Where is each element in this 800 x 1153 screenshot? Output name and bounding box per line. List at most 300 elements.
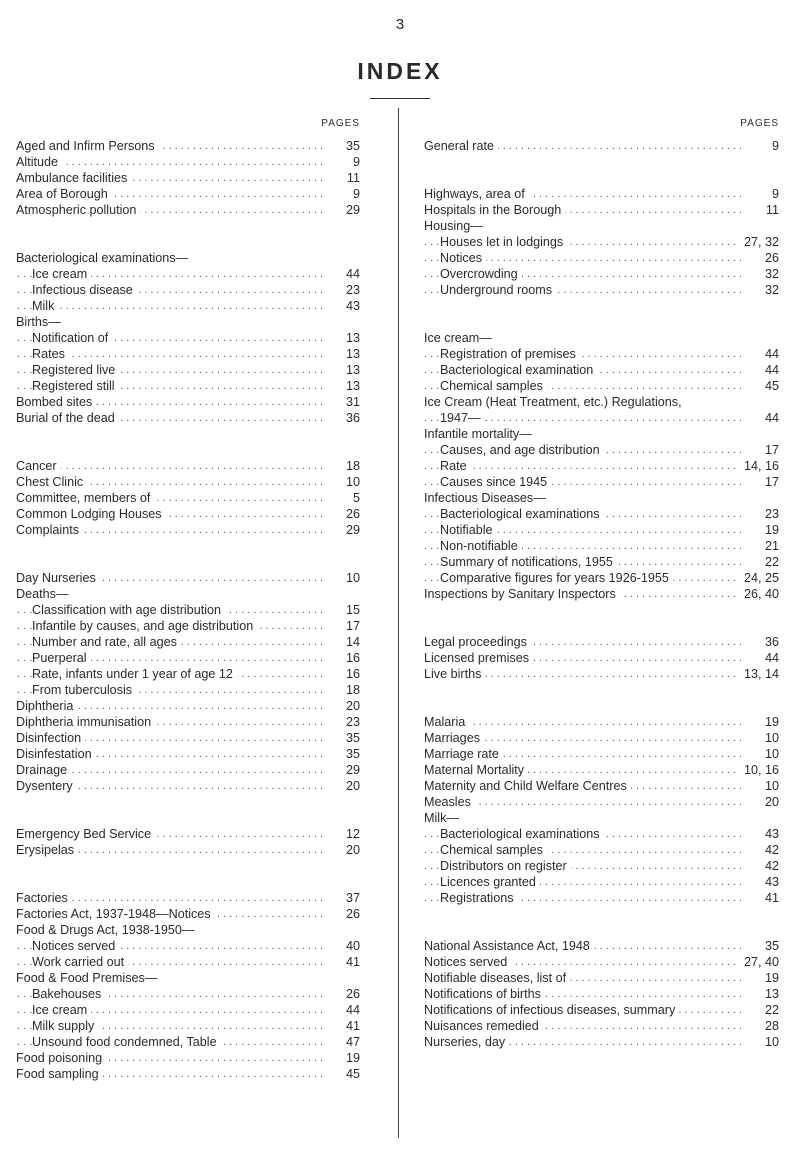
index-entry-pages: 9: [768, 138, 779, 154]
index-entry: [424, 570, 779, 586]
index-entry-pages: 18: [342, 682, 360, 698]
index-entry: [424, 970, 779, 986]
index-entry-label: Infantile by causes, and age distribution: [32, 619, 257, 633]
index-entry: [424, 1018, 779, 1034]
index-entry-label: Licensed premises: [424, 651, 533, 665]
index-entry-label: Registered live: [32, 363, 119, 377]
index-entry-label: Factories: [16, 891, 72, 905]
index-entry-label: Rate, infants under 1 year of age 12: [32, 667, 237, 681]
spacer: [424, 314, 779, 330]
index-entry: [424, 986, 779, 1002]
leader-dots: [16, 298, 326, 314]
index-entry: [16, 746, 360, 762]
index-entry-pages: 14: [342, 634, 360, 650]
index-entry: [424, 378, 779, 394]
index-entry-label: Food poisoning: [16, 1051, 106, 1065]
index-column-right: [424, 118, 779, 1050]
index-entry-pages: 19: [761, 970, 779, 986]
spacer: [16, 234, 360, 250]
index-entry: [424, 730, 779, 746]
index-entry-pages: 17: [342, 618, 360, 634]
index-entry: [16, 186, 360, 202]
index-entry: [424, 490, 779, 506]
index-entry-pages: 10: [342, 570, 360, 586]
index-entry-pages: 19: [342, 1050, 360, 1066]
index-entry: [424, 442, 779, 458]
index-entry-label: Notifications of births: [424, 987, 545, 1001]
index-entry-label: Notifiable: [440, 523, 497, 537]
index-entry-pages: 17: [761, 474, 779, 490]
index-entry-label: Maternal Mortality: [424, 763, 528, 777]
index-entry-label: Factories Act, 1937-1948—Notices: [16, 907, 215, 921]
index-entry-pages: 47: [342, 1034, 360, 1050]
index-entry: [424, 666, 779, 682]
index-entry-label: Disinfection: [16, 731, 85, 745]
index-entry-pages: 44: [761, 410, 779, 426]
spacer: [16, 858, 360, 874]
index-entry: [16, 1018, 360, 1034]
index-entry-pages: 45: [761, 378, 779, 394]
index-entry-pages: 22: [761, 1002, 779, 1018]
index-entry: [424, 874, 779, 890]
index-entry-pages: 44: [761, 346, 779, 362]
index-entry-label: General rate: [424, 139, 498, 153]
index-entry: [16, 410, 360, 426]
spacer: [16, 794, 360, 810]
index-entry-label: Infectious Diseases—: [424, 491, 550, 505]
index-entry-pages: 32: [761, 282, 779, 298]
index-entry-pages: 9: [349, 154, 360, 170]
index-entry: [424, 458, 779, 474]
index-entry-label: Bacteriological examinations: [440, 827, 604, 841]
index-entry-pages: 27, 32: [740, 234, 779, 250]
index-entry-label: Altitude: [16, 155, 62, 169]
index-entry: [424, 186, 779, 202]
index-entry-pages: 10: [761, 1034, 779, 1050]
spacer: [16, 810, 360, 826]
index-entry-label: Maternity and Child Welfare Centres: [424, 779, 631, 793]
index-entry: [424, 714, 779, 730]
index-entry-label: Ice Cream (Heat Treatment, etc.) Regulations,: [424, 395, 686, 409]
index-entry-label: Ice cream: [32, 267, 91, 281]
index-entry-pages: 41: [342, 954, 360, 970]
index-entry: [424, 1034, 779, 1050]
index-entry-pages: 20: [342, 698, 360, 714]
page-title: INDEX: [357, 58, 443, 84]
spacer: [16, 554, 360, 570]
index-entry-label: Puerperal: [32, 651, 91, 665]
index-entry-pages: 16: [342, 666, 360, 682]
column-divider: [398, 108, 399, 1138]
index-entry-pages: 44: [342, 266, 360, 282]
index-entry: [424, 362, 779, 378]
index-entry: [16, 138, 360, 154]
index-entry: [424, 826, 779, 842]
index-entry-label: Causes since 1945: [440, 475, 551, 489]
index-entry-pages: 15: [342, 602, 360, 618]
index-entry: [424, 1002, 779, 1018]
index-entry: [16, 618, 360, 634]
index-entry-label: Measles: [424, 795, 475, 809]
spacer: [424, 170, 779, 186]
index-entry-label: Housing—: [424, 219, 487, 233]
spacer: [424, 698, 779, 714]
index-entry-pages: 43: [761, 826, 779, 842]
spacer: [424, 298, 779, 314]
index-entry-label: Diphtheria immunisation: [16, 715, 155, 729]
leader-dots: [424, 458, 745, 474]
index-entry: [424, 938, 779, 954]
index-entry-label: 1947—: [440, 411, 485, 425]
index-entry-pages: 35: [342, 746, 360, 762]
index-entry: [424, 138, 779, 154]
index-entry-label: Houses let in lodgings: [440, 235, 567, 249]
index-entry-pages: 10, 16: [740, 762, 779, 778]
index-entry-label: Food & Drugs Act, 1938-1950—: [16, 923, 199, 937]
index-entry-pages: 37: [342, 890, 360, 906]
index-entry-pages: 20: [342, 778, 360, 794]
index-entry-label: Erysipelas: [16, 843, 78, 857]
leader-dots: [16, 154, 326, 170]
index-entry-label: Diphtheria: [16, 699, 77, 713]
index-entry-label: Area of Borough: [16, 187, 112, 201]
index-entry-label: Nurseries, day: [424, 1035, 509, 1049]
index-entry-label: Hospitals in the Borough: [424, 203, 565, 217]
index-entry-pages: 23: [761, 506, 779, 522]
spacer: [424, 154, 779, 170]
index-entry-pages: 9: [349, 186, 360, 202]
index-entry-label: Notices served: [32, 939, 119, 953]
index-entry-label: Cancer: [16, 459, 61, 473]
index-entry-label: Number and rate, all ages: [32, 635, 181, 649]
index-entry-pages: 16: [342, 650, 360, 666]
index-entry: [16, 602, 360, 618]
index-entry-pages: 13, 14: [740, 666, 779, 682]
spacer: [424, 618, 779, 634]
index-entry-label: Distributors on register: [440, 859, 571, 873]
index-entry: [16, 362, 360, 378]
index-entry-label: Underground rooms: [440, 283, 556, 297]
index-entry-label: Registered still: [32, 379, 119, 393]
index-entry-pages: 40: [342, 938, 360, 954]
index-entry: [16, 378, 360, 394]
index-entry-pages: 10: [342, 474, 360, 490]
index-entry-label: Common Lodging Houses: [16, 507, 166, 521]
index-entry: [424, 650, 779, 666]
index-entry-label: Drainage: [16, 763, 71, 777]
index-entry: [16, 986, 360, 1002]
index-entry: [16, 474, 360, 490]
index-entry-label: Day Nurseries: [16, 571, 100, 585]
index-entry: [424, 746, 779, 762]
index-entry: [16, 970, 360, 986]
index-entry: [424, 410, 779, 426]
index-entry: [424, 586, 779, 602]
index-entry-label: Notifications of infectious diseases, summary: [424, 1003, 679, 1017]
index-entry: [16, 1034, 360, 1050]
index-entry: [16, 266, 360, 282]
index-entry-label: Highways, area of: [424, 187, 529, 201]
index-entry: [424, 794, 779, 810]
index-entry: [16, 634, 360, 650]
index-entry-pages: 18: [342, 458, 360, 474]
index-entry: [16, 682, 360, 698]
index-entry-label: Disinfestation: [16, 747, 96, 761]
index-entry-pages: 5: [349, 490, 360, 506]
index-entry: [424, 266, 779, 282]
index-entry-label: Notification of: [32, 331, 112, 345]
index-entry-label: Chemical samples: [440, 843, 547, 857]
index-entry-pages: 35: [761, 938, 779, 954]
index-entry: [16, 490, 360, 506]
index-entry-pages: 10: [761, 778, 779, 794]
index-entry-pages: 14, 16: [740, 458, 779, 474]
index-entry-pages: 20: [761, 794, 779, 810]
index-entry: [16, 698, 360, 714]
spacer: [424, 922, 779, 938]
index-entry: [424, 522, 779, 538]
index-entry-label: National Assistance Act, 1948: [424, 939, 594, 953]
index-entry: [424, 554, 779, 570]
index-entry: [16, 346, 360, 362]
spacer: [16, 442, 360, 458]
index-entry: [16, 730, 360, 746]
index-entry-pages: 9: [768, 186, 779, 202]
index-entry-label: Ice cream: [32, 1003, 91, 1017]
index-entry-pages: 13: [342, 362, 360, 378]
spacer: [16, 874, 360, 890]
index-entry-pages: 29: [342, 762, 360, 778]
index-entry-label: Chest Clinic: [16, 475, 87, 489]
index-entry: [16, 586, 360, 602]
index-entry-pages: 27, 40: [740, 954, 779, 970]
index-entry-label: Food sampling: [16, 1067, 103, 1081]
index-entry-pages: 35: [342, 138, 360, 154]
index-entry-pages: 26: [761, 250, 779, 266]
page-number: 3: [395, 16, 405, 33]
index-entry: [424, 858, 779, 874]
spacer: [16, 538, 360, 554]
index-entry: [424, 538, 779, 554]
index-entry-label: Comparative figures for years 1926-1955: [440, 571, 673, 585]
index-entry-label: Classification with age distribution: [32, 603, 225, 617]
index-entry-pages: 22: [761, 554, 779, 570]
index-entry: [424, 810, 779, 826]
index-entry: [16, 170, 360, 186]
index-entry-pages: 45: [342, 1066, 360, 1082]
index-entry-pages: 11: [343, 170, 360, 186]
index-entry-label: Bakehouses: [32, 987, 105, 1001]
index-entry: [16, 954, 360, 970]
index-entry-label: Rates: [32, 347, 69, 361]
index-entry-pages: 29: [342, 202, 360, 218]
index-entry-pages: 42: [761, 842, 779, 858]
index-entry-label: Registrations: [440, 891, 518, 905]
index-entry-label: Causes, and age distribution: [440, 443, 604, 457]
index-entry-label: Non-notifiable: [440, 539, 522, 553]
index-entry: [16, 506, 360, 522]
index-entry-pages: 12: [342, 826, 360, 842]
index-column-left: [16, 118, 360, 1082]
index-entry: [16, 650, 360, 666]
index-entry-label: Ambulance facilities: [16, 171, 131, 185]
index-entry: [424, 282, 779, 298]
index-entry: [16, 570, 360, 586]
index-entry-pages: 44: [342, 1002, 360, 1018]
index-entry: [424, 842, 779, 858]
index-entry-label: Bacteriological examinations: [440, 507, 604, 521]
index-entry: [16, 154, 360, 170]
index-entry-label: Milk: [32, 299, 58, 313]
index-entry: [424, 218, 779, 234]
index-entry: [16, 666, 360, 682]
index-entry-label: Notices served: [424, 955, 511, 969]
index-entry-pages: 32: [761, 266, 779, 282]
index-entry-label: Notifiable diseases, list of: [424, 971, 570, 985]
title-rule: [370, 98, 430, 99]
index-entry-label: Bombed sites: [16, 395, 96, 409]
index-entry: [16, 298, 360, 314]
index-entry-pages: 24, 25: [740, 570, 779, 586]
index-entry-pages: 35: [342, 730, 360, 746]
index-entry: [424, 426, 779, 442]
index-entry: [16, 922, 360, 938]
index-entry-label: Dysentery: [16, 779, 77, 793]
index-entry-label: Work carried out: [32, 955, 128, 969]
index-entry-label: Unsound food condemned, Table: [32, 1035, 221, 1049]
index-entry-pages: 11: [762, 202, 779, 218]
index-entry: [424, 762, 779, 778]
index-entry-label: Legal proceedings: [424, 635, 531, 649]
index-entry-label: Infantile mortality—: [424, 427, 536, 441]
index-entry-label: Marriages: [424, 731, 484, 745]
index-entry: [424, 506, 779, 522]
leader-dots: [16, 458, 326, 474]
index-entry-label: Bacteriological examination: [440, 363, 597, 377]
index-entry-label: Nuisances remedied: [424, 1019, 543, 1033]
index-entry-label: Ice cream—: [424, 331, 496, 345]
index-entry-label: Overcrowding: [440, 267, 522, 281]
index-entry: [16, 394, 360, 410]
spacer: [16, 426, 360, 442]
index-entry-pages: 43: [342, 298, 360, 314]
index-entry-label: Burial of the dead: [16, 411, 119, 425]
index-entry: [16, 522, 360, 538]
index-entry-pages: 36: [342, 410, 360, 426]
index-entry-label: Committee, members of: [16, 491, 154, 505]
index-entry-label: Food & Food Premises—: [16, 971, 161, 985]
index-entry-pages: 28: [761, 1018, 779, 1034]
index-entry-pages: 19: [761, 522, 779, 538]
index-entry-label: Aged and Infirm Persons: [16, 139, 159, 153]
index-entry-pages: 44: [761, 362, 779, 378]
index-entry-label: Marriage rate: [424, 747, 503, 761]
index-entry-pages: 41: [761, 890, 779, 906]
index-entry-label: Licences granted: [440, 875, 540, 889]
index-entry-pages: 26: [342, 906, 360, 922]
index-entry: [16, 202, 360, 218]
index-entry: [424, 394, 779, 410]
index-entry: [424, 954, 779, 970]
index-entry: [16, 250, 360, 266]
index-entry-pages: 13: [761, 986, 779, 1002]
index-entry: [16, 890, 360, 906]
index-entry-pages: 31: [342, 394, 360, 410]
index-entry: [16, 314, 360, 330]
index-entry: [16, 778, 360, 794]
index-entry-pages: 13: [342, 330, 360, 346]
index-entry-label: Inspections by Sanitary Inspectors: [424, 587, 620, 601]
index-entry-label: Infectious disease: [32, 283, 137, 297]
index-entry-pages: 29: [342, 522, 360, 538]
index-entry: [16, 330, 360, 346]
index-entry-pages: 20: [342, 842, 360, 858]
index-entry-label: Rate: [440, 459, 471, 473]
spacer: [424, 602, 779, 618]
index-entry-label: From tuberculosis: [32, 683, 136, 697]
index-entry-pages: 23: [342, 282, 360, 298]
index-entry-pages: 44: [761, 650, 779, 666]
index-entry-label: Milk supply: [32, 1019, 98, 1033]
index-entry-label: Emergency Bed Service: [16, 827, 155, 841]
index-entry-pages: 26: [342, 506, 360, 522]
index-entry-pages: 42: [761, 858, 779, 874]
pages-header-left: PAGES: [321, 118, 360, 129]
index-entry-pages: 21: [761, 538, 779, 554]
index-entry: [16, 938, 360, 954]
spacer: [424, 906, 779, 922]
index-entry-label: Notices: [440, 251, 486, 265]
index-entry-label: Live births: [424, 667, 485, 681]
index-entry-pages: 23: [342, 714, 360, 730]
index-entry: [424, 234, 779, 250]
index-entry: [424, 634, 779, 650]
index-entry-pages: 26, 40: [740, 586, 779, 602]
index-entry-pages: 13: [342, 378, 360, 394]
index-entry: [16, 762, 360, 778]
index-entry: [424, 202, 779, 218]
index-entry-pages: 13: [342, 346, 360, 362]
index-entry: [424, 890, 779, 906]
index-entry: [16, 826, 360, 842]
index-entry-label: Malaria: [424, 715, 469, 729]
index-entry-label: Deaths—: [16, 587, 73, 601]
spacer: [16, 218, 360, 234]
index-entry-label: Atmospheric pollution: [16, 203, 140, 217]
index-entry-label: Chemical samples: [440, 379, 547, 393]
pages-header-right: PAGES: [740, 118, 779, 129]
index-entry: [16, 1050, 360, 1066]
index-entry: [424, 474, 779, 490]
index-entry-pages: 41: [342, 1018, 360, 1034]
index-entry-pages: 36: [761, 634, 779, 650]
index-entry: [424, 346, 779, 362]
index-entry: [16, 714, 360, 730]
index-entry: [16, 906, 360, 922]
index-entry-label: Births—: [16, 315, 65, 329]
index-entry: [424, 330, 779, 346]
index-entry-label: Registration of premises: [440, 347, 580, 361]
index-entry-pages: 43: [761, 874, 779, 890]
spacer: [424, 682, 779, 698]
index-entry-pages: 10: [761, 746, 779, 762]
index-entry-pages: 10: [761, 730, 779, 746]
index-entry: [424, 250, 779, 266]
index-entry: [16, 1002, 360, 1018]
index-entry-label: Summary of notifications, 1955: [440, 555, 617, 569]
index-entry-label: Milk—: [424, 811, 463, 825]
index-entry: [16, 458, 360, 474]
